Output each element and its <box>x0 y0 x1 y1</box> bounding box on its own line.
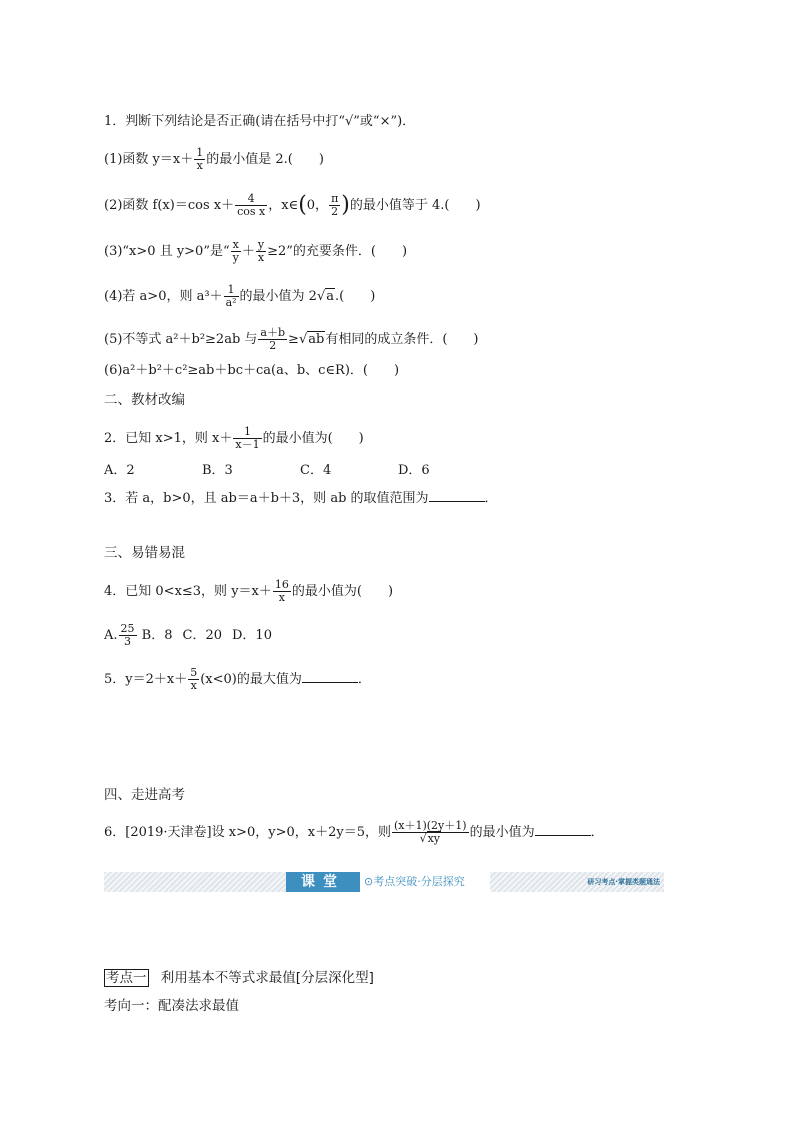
question-4-options: A. $\frac{25}{3}$ B．8 C．20 D．10 <box>104 622 272 648</box>
option-a: A．2 <box>104 463 135 478</box>
option-b: B．3 <box>202 463 233 478</box>
question-2-options <box>104 461 496 481</box>
question-1-item-5: (5)不等式 a²＋b²≥2ab 与 $\frac{a+b}{2}$ ≥√ab有相同的成立条件．( ) <box>104 326 479 352</box>
option-d: D．6 <box>398 463 430 478</box>
question-1-item-4: (4)若 a>0，则 a³＋ $\frac{1}{\text{a²}}$ 的最小值为 2√a.( ) <box>104 283 376 309</box>
fraction: $\frac{\pi}{2}$ <box>331 192 339 218</box>
fraction: $\frac{5}{x}$ <box>190 666 198 692</box>
fraction: $\frac{1}{x}$ <box>196 146 204 172</box>
option-c: C．4 <box>300 463 332 478</box>
option-d: D．10 <box>232 628 272 643</box>
question-1-item-3: (3)“x>0 且 y>0”是“ $\frac{x}{y}$ ＋ $\frac{y}{x}$ ≥2”的充要条件．( ) <box>104 238 408 264</box>
fraction: $\frac{1}{\text{a²}}$ <box>225 283 237 309</box>
fraction: $\frac{y}{x}$ <box>257 238 265 264</box>
section-heading-4: 四、走进高考 <box>104 787 185 803</box>
fraction: $\frac{a+b}{2}$ <box>260 326 286 352</box>
option-c: C．20 <box>182 628 222 643</box>
option-b: B．8 <box>141 628 173 643</box>
sqrt-sign: √ <box>419 832 427 845</box>
answer-blank <box>302 670 358 683</box>
question-1-item-6: (6)a²＋b²＋c²≥ab＋bc＋ca(a、b、c∈R)．( ) <box>104 363 400 378</box>
section-heading-3: 三、易错易混 <box>104 545 185 561</box>
answer-blank <box>535 823 591 836</box>
question-2: 2．已知 x>1，则 x＋ $\frac{1}{x-1}$ 的最小值为( ) <box>104 425 364 451</box>
fraction: $\frac{16}{x}$ <box>274 578 289 604</box>
kaoxiang-heading: 考向一：配凑法求最值 <box>104 998 239 1014</box>
fraction: $\frac{25}{3}$ <box>120 622 135 648</box>
answer-blank <box>429 489 485 502</box>
fraction: $\frac{4}{\text{cos x}}$ <box>237 192 266 218</box>
kaodian-tag: 考点一 <box>106 970 147 986</box>
banner-title: 课堂 <box>286 872 360 892</box>
question-6: 6．[2019·天津卷]设 x>0，y>0，x＋2y＝5，则 $\frac{(x+1)(2y+1)}{√xy}$ 的最小值为 ． <box>104 819 604 845</box>
question-1-item-1: (1)函数 y＝x＋ $\frac{1}{x}$ 的最小值是 2.( ) <box>104 146 324 172</box>
question-1-item-2: (2)函数 f(x)＝cos x＋ $\frac{4}{\text{cos x}}$ ，x∈(0， $\frac{\pi}{2}$ )的最小值等于 4.( ) <box>104 192 481 218</box>
banner-subtitle: ⊙考点突破·分层探究 <box>360 872 490 892</box>
fraction: $\frac{1}{x-1}$ <box>235 425 260 451</box>
question-4: 4．已知 0<x≤3，则 y＝x＋ $\frac{16}{x}$ 的最小值为( ) <box>104 578 394 604</box>
question-5: 5．y＝2＋x＋ $\frac{5}{x}$ (x<0)的最大值为 ． <box>104 666 371 692</box>
fraction: $\frac{x}{y}$ <box>232 238 239 264</box>
fraction: $\frac{(x+1)(2y+1)}{√xy}$ <box>393 819 467 845</box>
sqrt-sign: √ <box>298 332 308 347</box>
section-heading-2: 二、教材改编 <box>104 392 185 408</box>
kaodian-title: 利用基本不等式求最值[分层深化型] <box>160 970 374 986</box>
kaodian-heading <box>104 968 374 988</box>
section-banner <box>104 872 664 892</box>
sqrt-sign: √ <box>316 289 326 304</box>
question-3: 3．若 a，b>0，且 ab＝a＋b＋3，则 ab 的取值范围为 ． <box>104 491 498 506</box>
banner-right-text: 研习考点·掌握类题通法 <box>587 878 660 886</box>
question-1-stem: 1．判断下列结论是否正确(请在括号中打“√”或“×”)． <box>104 114 416 129</box>
